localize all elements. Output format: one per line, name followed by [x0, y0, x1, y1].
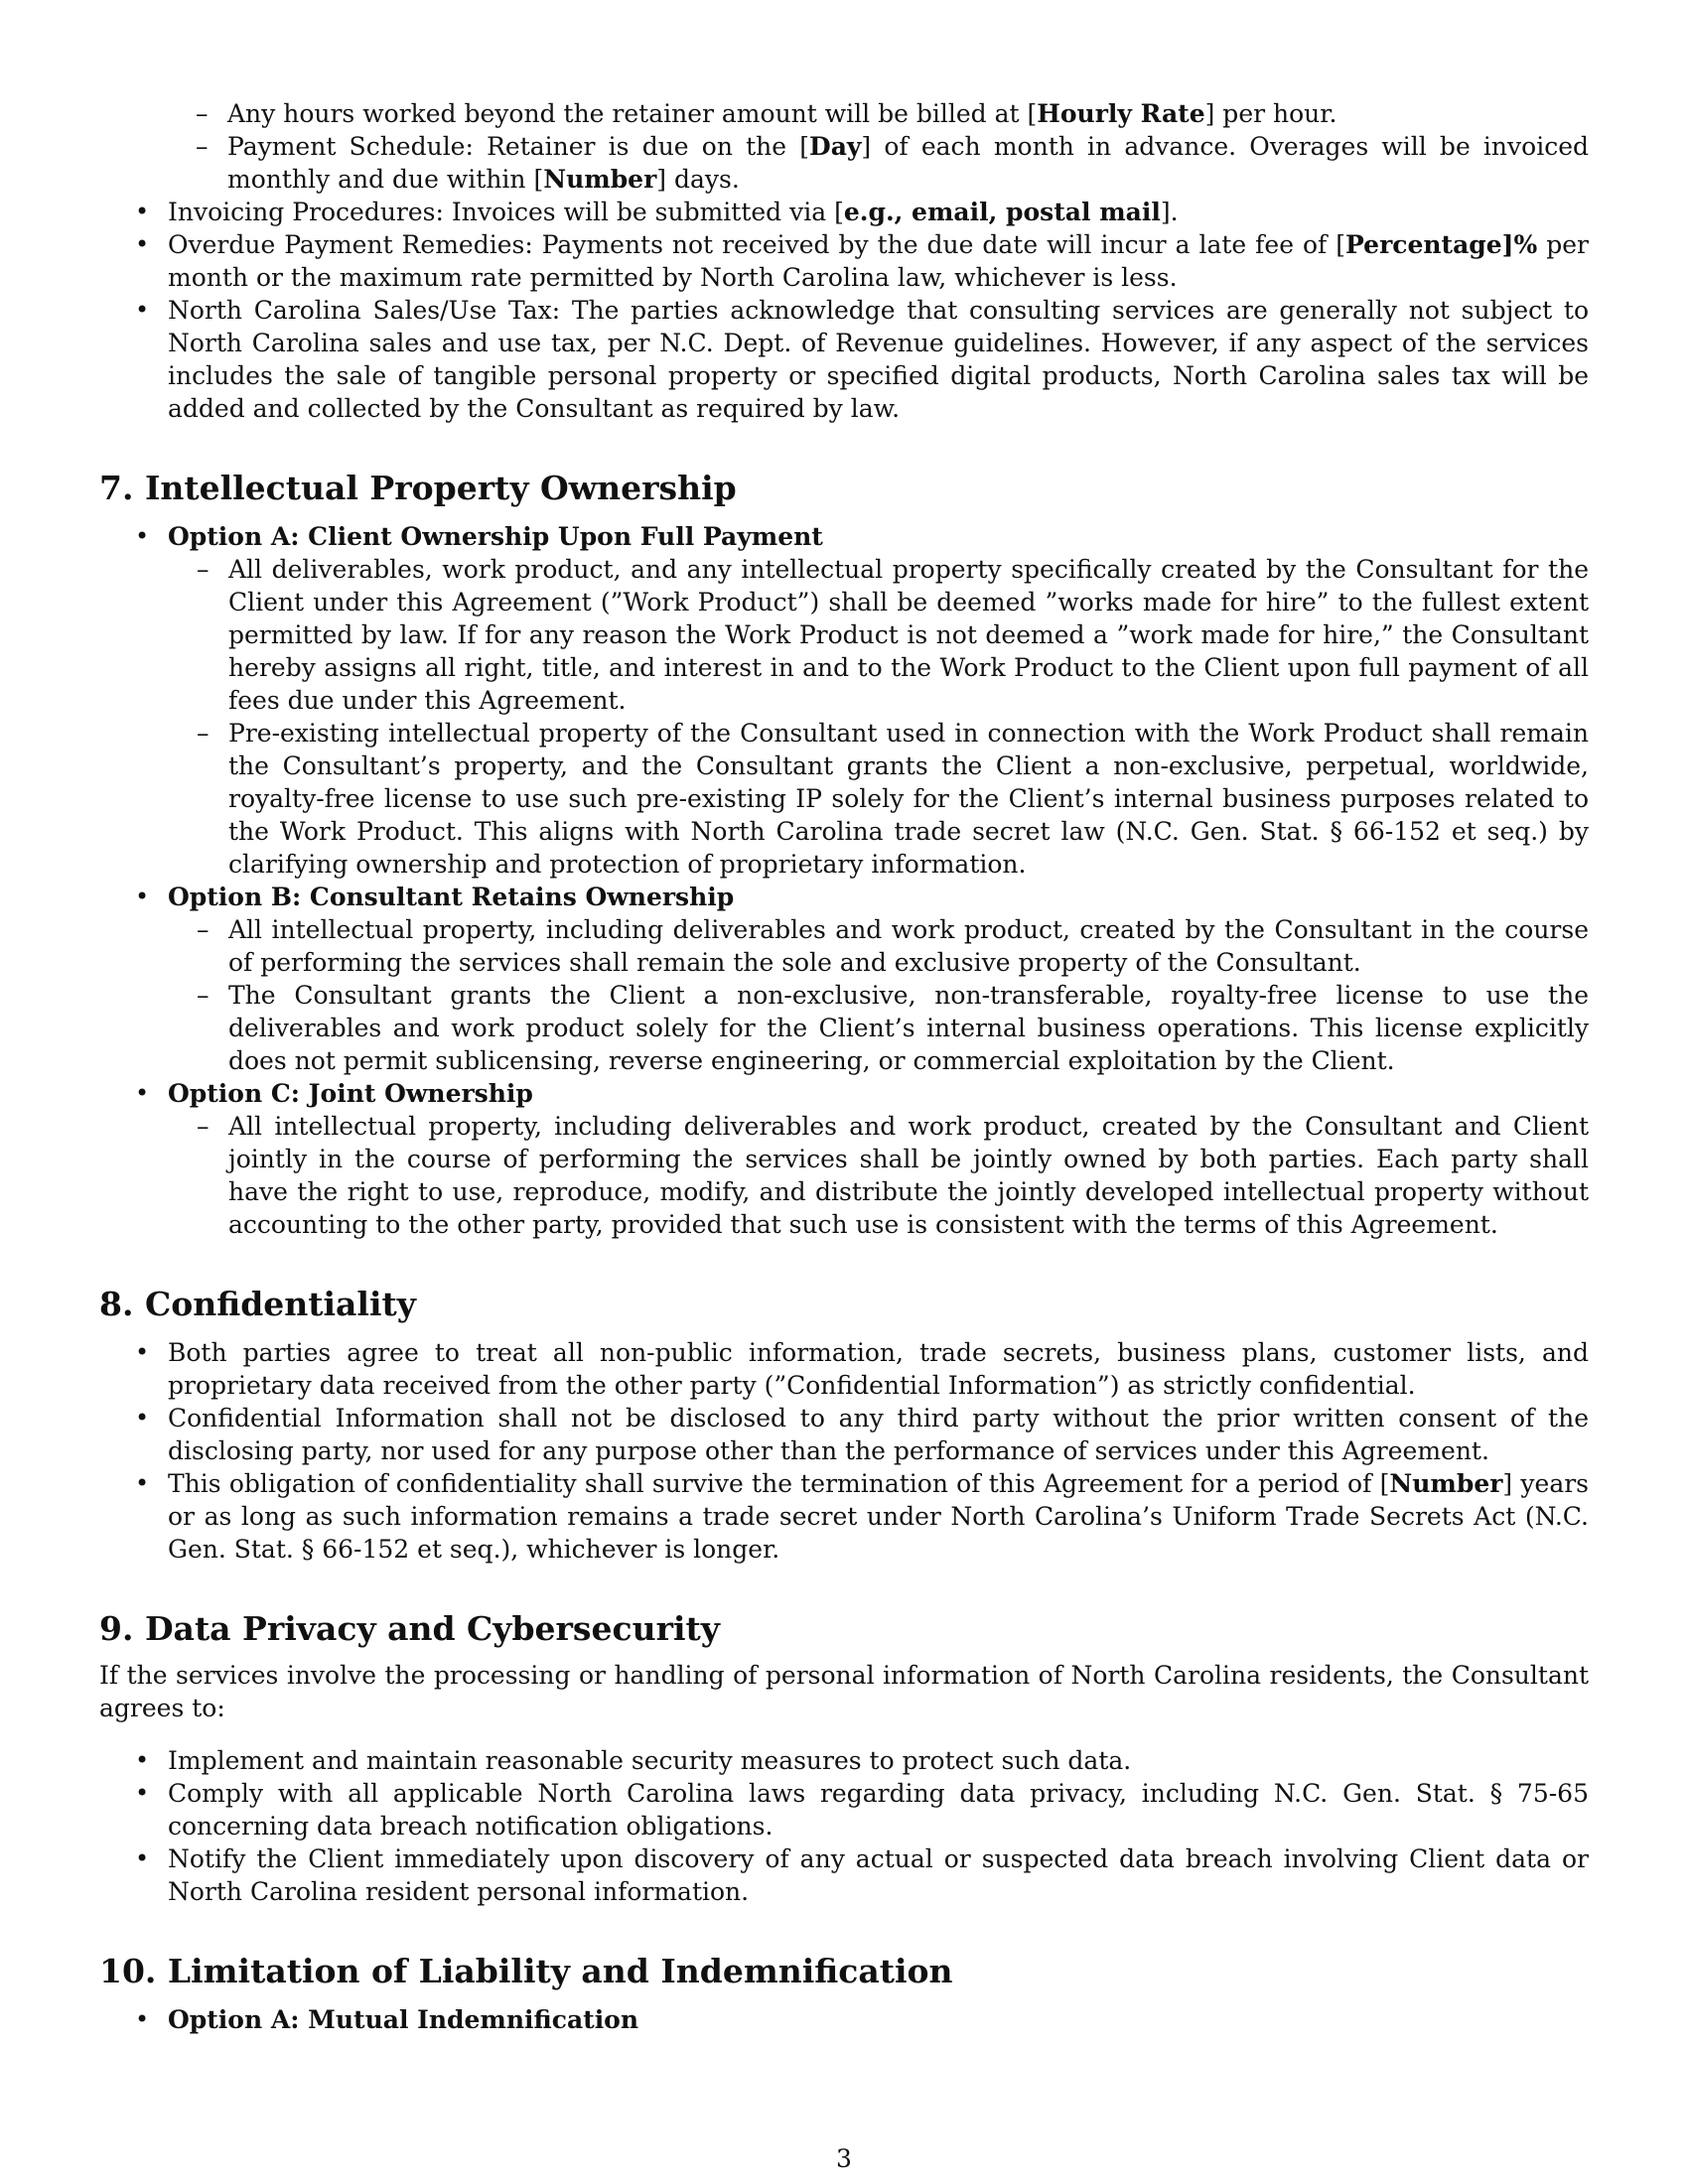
page-number: 3 — [836, 2144, 852, 2173]
option-sub-list — [168, 913, 1589, 1077]
list-item: • Confidential Information shall not be disclosed to any third party without the prior written consent of the disclosing party, nor used for any purpose other than the performance of services under this Agreement. — [99, 1402, 1589, 1467]
list-item: – Payment Schedule: Retainer is due on the [Day] of each month in advance. Overages will be invoiced monthly and due within [Number] days. — [99, 130, 1589, 196]
option-sub-list — [168, 1110, 1589, 1241]
section10-options — [99, 2003, 1589, 2036]
section-intro: If the services involve the processing or handling of personal information of North Carolina residents, the Consultant agrees to: — [99, 1661, 1589, 1722]
list-item: • Comply with all applicable North Carolina laws regarding data privacy, including N.C. Gen. Stat. § 75-65 concerning data breach notification obligations. — [99, 1777, 1589, 1843]
section8-list — [99, 1336, 1589, 1566]
section9-list — [99, 1744, 1589, 1908]
option-item — [99, 520, 1589, 881]
option-title: • Option A: Mutual Indemnification — [168, 2005, 639, 2034]
section-heading: 9. Data Privacy and Cybersecurity — [99, 1609, 720, 1648]
payment-list — [99, 196, 1589, 425]
option-item — [99, 881, 1589, 1077]
section-heading: 10. Limitation of Liability and Indemnification — [99, 1952, 953, 1990]
list-item: • Both parties agree to treat all non-public information, trade secrets, business plans, customer lists, and proprietary data received from the other party (”Confidential Information”) as strictly confidential. — [99, 1336, 1589, 1402]
document-page — [99, 97, 1589, 2036]
list-item: • This obligation of confidentiality shall survive the termination of this Agreement for a period of [Number] years or as long as such information remains a trade secret under North Carolina’s Uniform Trade Secrets Act (N.C. Gen. Stat. § 66-152 et seq.), whichever is longer. — [99, 1467, 1589, 1566]
option-title: • Option C: Joint Ownership — [168, 1079, 533, 1108]
list-item: – Pre-existing intellectual property of the Consultant used in connection with the Work Product shall remain the Consultant’s property, and the Consultant grants the Client a non-exclusive, perpetual, worldwide, royalty-free license to use such pre-existing IP solely for the Client’s internal business purposes related to the Work Product. This aligns with North Carolina trade secret law (N.C. Gen. Stat. § 66-152 et seq.) by clarifying ownership and protection of proprietary information. — [168, 717, 1589, 881]
list-item: – All intellectual property, including deliverables and work product, created by the Consultant in the course of performing the services shall remain the sole and exclusive property of the Consultant. — [168, 913, 1589, 979]
list-item: – All intellectual property, including deliverables and work product, created by the Consultant and Client jointly in the course of performing the services shall be jointly owned by both parties. Each party shall have the right to use, reproduce, modify, and distribute the jointly developed intellectual property without accounting to the other party, provided that such use is consistent with the terms of this Agreement. — [168, 1110, 1589, 1241]
section-heading: 7. Intellectual Property Ownership — [99, 469, 737, 507]
list-item: • Invoicing Procedures: Invoices will be submitted via [e.g., email, postal mail]. — [99, 196, 1589, 228]
option-title: • Option B: Consultant Retains Ownership — [168, 883, 735, 911]
list-item: – The Consultant grants the Client a non-exclusive, non-transferable, royalty-free license to use the deliverables and work product solely for the Client’s internal business operations. This license explicitly does not permit sublicensing, reverse engineering, or commercial exploitation by the Client. — [168, 979, 1589, 1077]
option-sub-list — [168, 553, 1589, 881]
option-title: • Option A: Client Ownership Upon Full Payment — [168, 522, 823, 551]
list-item: • Overdue Payment Remedies: Payments not received by the due date will incur a late fee of [Percentage]% per month or the maximum rate permitted by North Carolina law, whichever is less. — [99, 228, 1589, 294]
list-item: – Any hours worked beyond the retainer amount will be billed at [Hourly Rate] per hour. — [99, 97, 1589, 130]
option-item — [99, 1077, 1589, 1241]
section-heading: 8. Confidentiality — [99, 1285, 416, 1323]
list-item: • Notify the Client immediately upon discovery of any actual or suspected data breach involving Client data or North Carolina resident personal information. — [99, 1843, 1589, 1908]
list-item: • North Carolina Sales/Use Tax: The parties acknowledge that consulting services are generally not subject to North Carolina sales and use tax, per N.C. Dept. of Revenue guidelines. However, if any aspect of the services includes the sale of tangible personal property or specified digital products, North Carolina sales tax will be added and collected by the Consultant as required by law. — [99, 294, 1589, 425]
list-item: • Implement and maintain reasonable security measures to protect such data. — [99, 1744, 1589, 1777]
section7-options — [99, 520, 1589, 1241]
option-item — [99, 2003, 1589, 2036]
list-item: – All deliverables, work product, and any intellectual property specifically created by the Consultant for the Client under this Agreement (”Work Product”) shall be deemed ”works made for hire” to the fullest extent permitted by law. If for any reason the Work Product is not deemed a ”work made for hire,” the Consultant hereby assigns all right, title, and interest in and to the Work Product to the Client upon full payment of all fees due under this Agreement. — [168, 553, 1589, 717]
payment-sub-list — [99, 97, 1589, 196]
